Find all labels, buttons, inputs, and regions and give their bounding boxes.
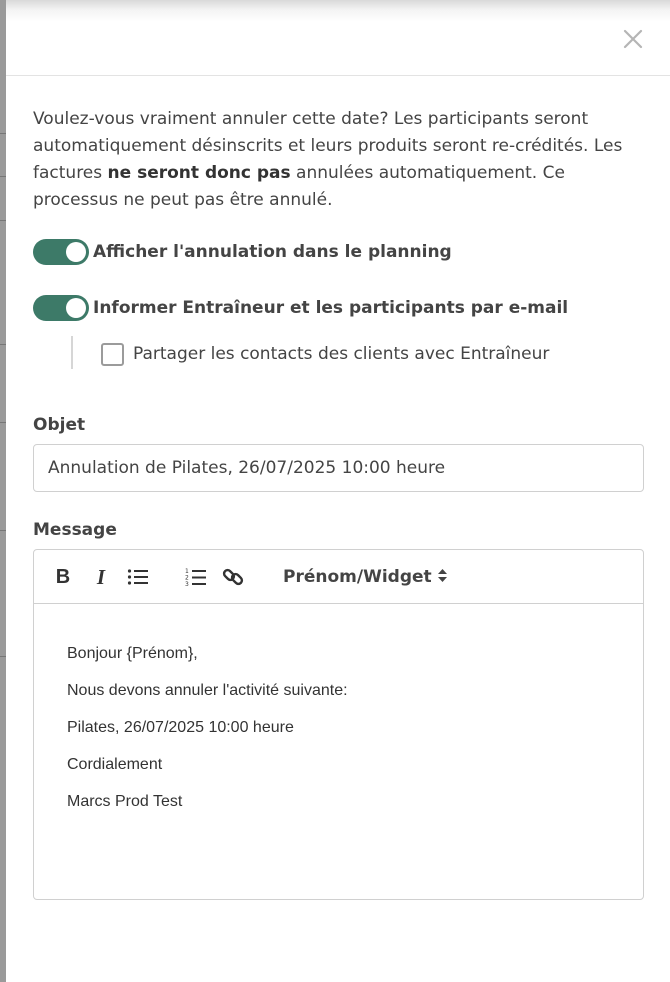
editor-toolbar	[34, 550, 643, 604]
share-contacts-row	[101, 342, 549, 366]
warning-text-emphasis: ne seront donc pas	[107, 163, 291, 183]
numbered-list-button[interactable]	[184, 564, 208, 590]
toggle-knob	[66, 298, 86, 318]
sort-arrows-icon	[438, 567, 447, 587]
indent-divider	[71, 336, 73, 369]
message-editor	[33, 549, 644, 900]
subject-input[interactable]	[33, 444, 644, 492]
numbered-list-icon	[185, 567, 207, 587]
warning-text-part2: annulées automatiquement. Ce processus ne peut pas être annulé.	[33, 163, 565, 210]
link-button[interactable]	[221, 564, 245, 590]
notify-by-email-toggle[interactable]	[33, 295, 89, 321]
bold-icon: B	[55, 565, 71, 588]
link-icon	[222, 566, 244, 588]
message-label: Message	[33, 520, 117, 540]
warning-text-part1: Voulez-vous vraiment annuler cette date? Les participants seront automatiquement désinscrits et leurs produits seront re-crédités. Les factures	[33, 109, 623, 183]
subject-label: Objet	[33, 415, 86, 435]
show-in-planning-label: Afficher l'annulation dans le planning	[93, 242, 452, 262]
cancel-warning-text	[33, 106, 643, 214]
toggle-knob	[66, 242, 86, 262]
message-line: Cordialement	[67, 756, 163, 773]
dialog-header	[6, 0, 670, 76]
planning-toggle-row	[33, 238, 452, 266]
show-in-planning-toggle[interactable]	[33, 239, 89, 265]
message-line: Nous devons annuler l'activité suivante:	[67, 682, 348, 699]
email-toggle-row	[33, 294, 568, 322]
bold-button[interactable]	[52, 564, 74, 590]
share-contacts-checkbox[interactable]	[101, 343, 124, 366]
close-button[interactable]	[622, 28, 644, 50]
message-line: Pilates, 26/07/2025 10:00 heure	[67, 719, 294, 736]
svg-text:3: 3	[185, 581, 189, 587]
cancel-date-dialog	[6, 0, 670, 982]
variable-dropdown[interactable]	[283, 564, 447, 590]
variable-dropdown-label: Prénom/Widget	[283, 567, 432, 587]
italic-button[interactable]	[90, 564, 112, 590]
svg-text:2: 2	[185, 574, 189, 582]
message-body[interactable]	[67, 646, 627, 831]
bullet-list-button[interactable]	[126, 564, 150, 590]
notify-by-email-label: Informer Entraîneur et les participants par e-mail	[93, 298, 569, 318]
close-icon	[622, 28, 644, 50]
svg-text:1: 1	[185, 568, 189, 575]
message-line: Marcs Prod Test	[67, 793, 183, 810]
message-line: Bonjour {Prénom},	[67, 645, 198, 662]
bullet-list-icon	[127, 568, 149, 586]
italic-icon: I	[96, 564, 106, 589]
share-contacts-label: Partager les contacts des clients avec Entraîneur	[133, 344, 550, 364]
